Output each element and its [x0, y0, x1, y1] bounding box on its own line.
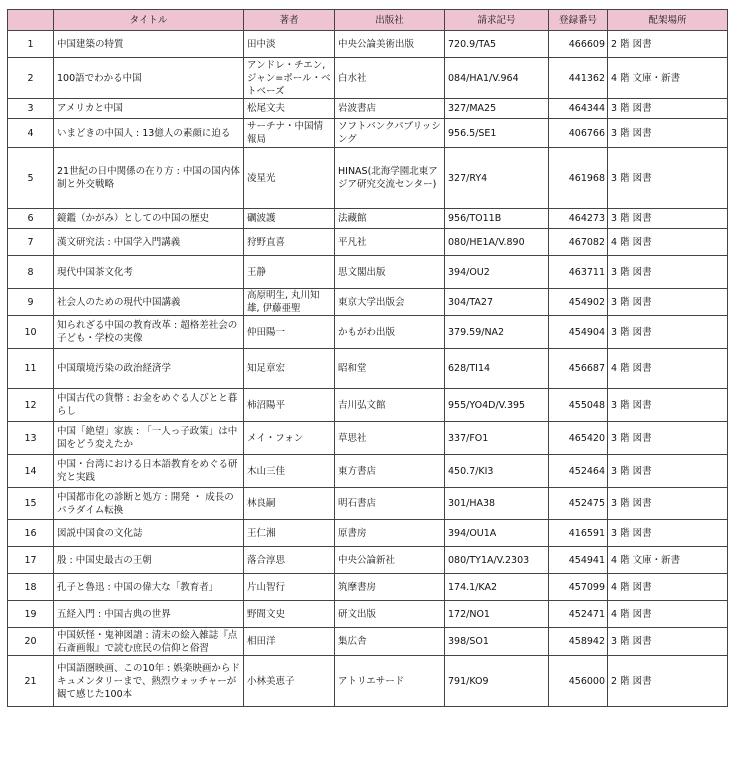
registration-number: 465420 [549, 422, 608, 455]
table-row [8, 389, 728, 422]
book-publisher: 平凡社 [335, 229, 445, 256]
book-publisher: 原書房 [335, 520, 445, 547]
book-publisher: 東京大学出版会 [335, 289, 445, 316]
book-author: 林良嗣 [244, 488, 335, 520]
book-title: 中国妖怪・鬼神図譜 : 清末の絵入雑誌『点石斎画報』で読む庶民の信仰と俗習 [54, 628, 244, 656]
table-row [8, 349, 728, 389]
call-number: 791/KO9 [445, 656, 549, 707]
call-number: 301/HA38 [445, 488, 549, 520]
registration-number: 454902 [549, 289, 608, 316]
shelf-location: 4 階 文庫・新書 [608, 58, 728, 99]
call-number: 956/TO11B [445, 209, 549, 229]
registration-number: 416591 [549, 520, 608, 547]
table-row [8, 656, 728, 707]
book-publisher: 思文閣出版 [335, 256, 445, 289]
call-number: 327/RY4 [445, 148, 549, 209]
shelf-location: 3 階 図書 [608, 628, 728, 656]
row-number: 20 [8, 628, 54, 656]
registration-number: 461968 [549, 148, 608, 209]
book-title: 21世紀の日中関係の在り方 : 中国の国内体制と外交戦略 [54, 148, 244, 209]
book-publisher: HINAS(北海学園北東アジア研究交流センター) [335, 148, 445, 209]
book-author: 野間文史 [244, 601, 335, 628]
call-number: 084/HA1/V.964 [445, 58, 549, 99]
registration-number: 458942 [549, 628, 608, 656]
row-number: 12 [8, 389, 54, 422]
shelf-location: 4 階 図書 [608, 601, 728, 628]
header-call-number: 請求記号 [445, 10, 549, 31]
table-row [8, 99, 728, 119]
book-title: 中国・台湾における日本語教育をめぐる研究と実践 [54, 455, 244, 488]
book-author: 知足章宏 [244, 349, 335, 389]
registration-number: 452475 [549, 488, 608, 520]
call-number: 394/OU2 [445, 256, 549, 289]
book-publisher: 法藏館 [335, 209, 445, 229]
row-number: 1 [8, 31, 54, 58]
call-number: 394/OU1A [445, 520, 549, 547]
registration-number: 441362 [549, 58, 608, 99]
shelf-location: 3 階 図書 [608, 455, 728, 488]
header-row [8, 10, 728, 31]
shelf-location: 4 階 図書 [608, 574, 728, 601]
registration-number: 455048 [549, 389, 608, 422]
book-publisher: 草思社 [335, 422, 445, 455]
call-number: 327/MA25 [445, 99, 549, 119]
row-number: 19 [8, 601, 54, 628]
book-title: 中国都市化の診断と処方 : 開発 ・ 成長のパラダイム転換 [54, 488, 244, 520]
book-publisher: 白水社 [335, 58, 445, 99]
row-number: 9 [8, 289, 54, 316]
row-number: 4 [8, 119, 54, 148]
header-location: 配架場所 [608, 10, 728, 31]
row-number: 16 [8, 520, 54, 547]
book-title: 100語でわかる中国 [54, 58, 244, 99]
row-number: 6 [8, 209, 54, 229]
book-publisher: 吉川弘文館 [335, 389, 445, 422]
call-number: 172/NO1 [445, 601, 549, 628]
book-publisher: アトリエサード [335, 656, 445, 707]
row-number: 2 [8, 58, 54, 99]
shelf-location: 4 階 図書 [608, 229, 728, 256]
row-number: 21 [8, 656, 54, 707]
shelf-location: 2 階 図書 [608, 31, 728, 58]
book-list-sheet [7, 9, 728, 707]
registration-number: 463711 [549, 256, 608, 289]
call-number: 337/FO1 [445, 422, 549, 455]
shelf-location: 3 階 図書 [608, 99, 728, 119]
table-row [8, 148, 728, 209]
table-row [8, 455, 728, 488]
call-number: 379.59/NA2 [445, 316, 549, 349]
shelf-location: 3 階 図書 [608, 422, 728, 455]
book-title: 中国環境汚染の政治経済学 [54, 349, 244, 389]
header-author: 著者 [244, 10, 335, 31]
book-publisher: 昭和堂 [335, 349, 445, 389]
call-number: 398/SO1 [445, 628, 549, 656]
row-number: 17 [8, 547, 54, 574]
book-title: 孔子と魯迅 : 中国の偉大な「教育者」 [54, 574, 244, 601]
book-author: 片山智行 [244, 574, 335, 601]
shelf-location: 3 階 図書 [608, 520, 728, 547]
row-number: 13 [8, 422, 54, 455]
book-publisher: 東方書店 [335, 455, 445, 488]
book-title: アメリカと中国 [54, 99, 244, 119]
book-publisher: ソフトバンクパブリッシング [335, 119, 445, 148]
book-title: 知られざる中国の教育改革 : 超格差社会の子ども・学校の実像 [54, 316, 244, 349]
row-number: 3 [8, 99, 54, 119]
book-author: 小林美恵子 [244, 656, 335, 707]
book-title: 五経入門 : 中国古典の世界 [54, 601, 244, 628]
shelf-location: 3 階 図書 [608, 119, 728, 148]
table-row [8, 488, 728, 520]
row-number: 14 [8, 455, 54, 488]
book-title: 殷 : 中国史最古の王朝 [54, 547, 244, 574]
book-author: 田中淡 [244, 31, 335, 58]
shelf-location: 3 階 図書 [608, 256, 728, 289]
book-publisher: 集広舎 [335, 628, 445, 656]
book-publisher: 中央公論美術出版 [335, 31, 445, 58]
book-publisher: 研文出版 [335, 601, 445, 628]
book-author: 木山三佳 [244, 455, 335, 488]
shelf-location: 4 階 図書 [608, 349, 728, 389]
header-registration-number: 登録番号 [549, 10, 608, 31]
book-author: サーチナ・中国情報局 [244, 119, 335, 148]
registration-number: 466609 [549, 31, 608, 58]
call-number: 080/HE1A/V.890 [445, 229, 549, 256]
book-publisher: 岩波書店 [335, 99, 445, 119]
call-number: 450.7/KI3 [445, 455, 549, 488]
book-title: 社会人のための現代中国講義 [54, 289, 244, 316]
table-row [8, 601, 728, 628]
table-row [8, 58, 728, 99]
row-number: 5 [8, 148, 54, 209]
table-row [8, 209, 728, 229]
call-number: 628/TI14 [445, 349, 549, 389]
call-number: 720.9/TA5 [445, 31, 549, 58]
book-title: 鏡鑑（かがみ）としての中国の歴史 [54, 209, 244, 229]
book-author: 仲田陽一 [244, 316, 335, 349]
table-row [8, 289, 728, 316]
registration-number: 452471 [549, 601, 608, 628]
book-title: いまどきの中国人 : 13億人の素顔に迫る [54, 119, 244, 148]
book-author: 凌星光 [244, 148, 335, 209]
shelf-location: 3 階 図書 [608, 148, 728, 209]
registration-number: 456687 [549, 349, 608, 389]
call-number: 080/TY1A/V.2303 [445, 547, 549, 574]
book-title: 中国古代の貨幣 : お金をめぐる人びとと暮らし [54, 389, 244, 422]
book-title: 中国建築の特質 [54, 31, 244, 58]
book-publisher: かもがわ出版 [335, 316, 445, 349]
shelf-location: 3 階 図書 [608, 488, 728, 520]
table-row [8, 119, 728, 148]
registration-number: 454941 [549, 547, 608, 574]
registration-number: 457099 [549, 574, 608, 601]
book-author: 狩野直喜 [244, 229, 335, 256]
registration-number: 464344 [549, 99, 608, 119]
header-publisher: 出版社 [335, 10, 445, 31]
book-publisher: 筑摩書房 [335, 574, 445, 601]
table-row [8, 547, 728, 574]
book-author: メイ・フォン [244, 422, 335, 455]
book-list-table [7, 9, 728, 707]
book-author: アンドレ・チエン, ジャン=ポール・ベトベーズ [244, 58, 335, 99]
book-author: 松尾文夫 [244, 99, 335, 119]
book-author: 礪波護 [244, 209, 335, 229]
book-title: 現代中国茶文化考 [54, 256, 244, 289]
row-number: 15 [8, 488, 54, 520]
row-number: 18 [8, 574, 54, 601]
header-no [8, 10, 54, 31]
row-number: 8 [8, 256, 54, 289]
table-body [8, 31, 728, 707]
registration-number: 456000 [549, 656, 608, 707]
table-row [8, 574, 728, 601]
shelf-location: 3 階 図書 [608, 316, 728, 349]
table-row [8, 316, 728, 349]
table-row [8, 31, 728, 58]
call-number: 955/YO4D/V.395 [445, 389, 549, 422]
shelf-location: 4 階 文庫・新書 [608, 547, 728, 574]
registration-number: 464273 [549, 209, 608, 229]
row-number: 10 [8, 316, 54, 349]
table-row [8, 229, 728, 256]
book-publisher: 明石書店 [335, 488, 445, 520]
call-number: 304/TA27 [445, 289, 549, 316]
book-title: 図説中国食の文化誌 [54, 520, 244, 547]
book-author: 王仁湘 [244, 520, 335, 547]
registration-number: 454904 [549, 316, 608, 349]
row-number: 11 [8, 349, 54, 389]
registration-number: 467082 [549, 229, 608, 256]
table-row [8, 628, 728, 656]
book-author: 王静 [244, 256, 335, 289]
book-author: 落合淳思 [244, 547, 335, 574]
table-row [8, 520, 728, 547]
header-title: タイトル [54, 10, 244, 31]
row-number: 7 [8, 229, 54, 256]
registration-number: 406766 [549, 119, 608, 148]
call-number: 174.1/KA2 [445, 574, 549, 601]
table-row [8, 256, 728, 289]
book-author: 高原明生, 丸川知雄, 伊藤亜聖 [244, 289, 335, 316]
table-row [8, 422, 728, 455]
call-number: 956.5/SE1 [445, 119, 549, 148]
book-author: 柿沼陽平 [244, 389, 335, 422]
book-title: 中国「絶望」家族 : 「一人っ子政策」は中国をどう変えたか [54, 422, 244, 455]
registration-number: 452464 [549, 455, 608, 488]
shelf-location: 3 階 図書 [608, 389, 728, 422]
shelf-location: 2 階 図書 [608, 656, 728, 707]
book-title: 漢文研究法 : 中国学入門講義 [54, 229, 244, 256]
book-author: 相田洋 [244, 628, 335, 656]
shelf-location: 3 階 図書 [608, 209, 728, 229]
book-title: 中国語圏映画、この10年 : 娯楽映画からドキュメンタリーまで、熱烈ウォッチャーが観て感じた100本 [54, 656, 244, 707]
book-publisher: 中央公論新社 [335, 547, 445, 574]
shelf-location: 3 階 図書 [608, 289, 728, 316]
